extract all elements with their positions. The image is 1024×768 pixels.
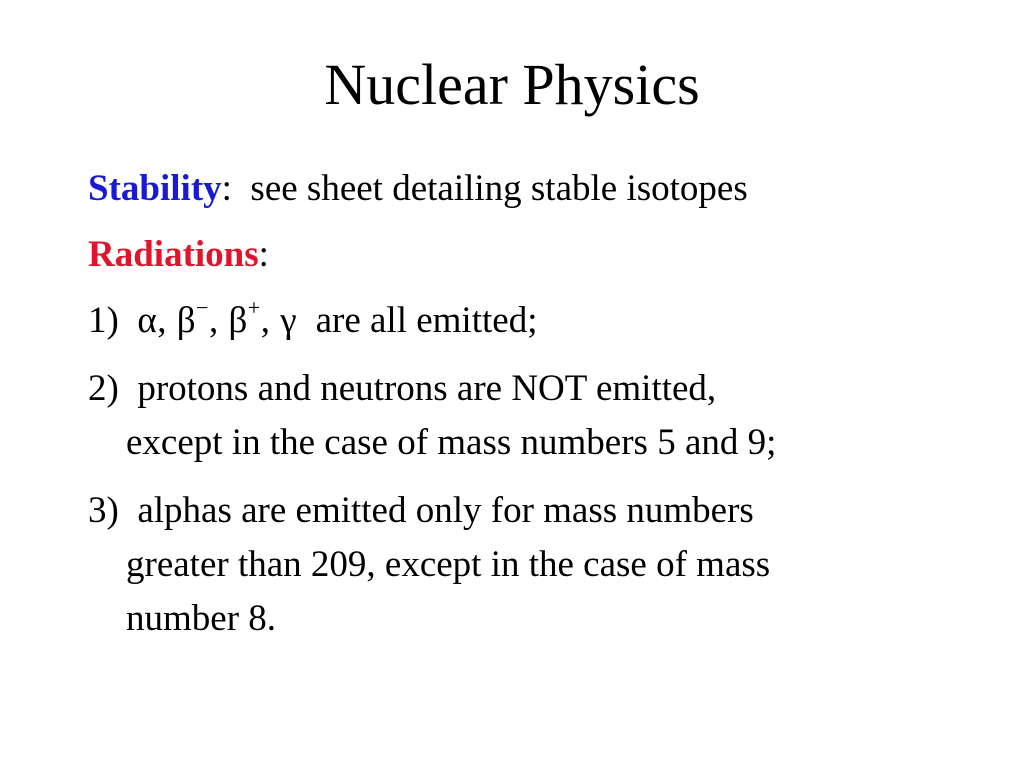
radiation-symbols: α, β−, β+, γ	[137, 294, 298, 341]
item-2-text-1: protons and neutrons are NOT emitted,	[137, 368, 717, 409]
item-3-number: 3)	[88, 490, 119, 531]
plus-superscript: +	[247, 294, 261, 320]
gamma-symbol: γ	[280, 300, 298, 341]
stability-colon: :	[221, 168, 232, 209]
item-2-line-2: except in the case of mass numbers 5 and 9;	[126, 422, 777, 463]
radiations-line	[88, 228, 988, 282]
item-1-text: are all emitted;	[315, 300, 538, 341]
beta-glyph: β	[176, 300, 197, 341]
item-3-line-1	[88, 484, 988, 538]
list-item-3	[88, 484, 988, 646]
stability-line	[88, 162, 988, 216]
item-3-text-1: alphas are emitted only for mass numbers	[137, 490, 754, 531]
item-3-line-2: greater than 209, except in the case of mass	[126, 544, 771, 585]
alpha-symbol: α	[137, 300, 158, 341]
item-1-number: 1)	[88, 300, 119, 341]
stability-text: see sheet detailing stable isotopes	[250, 168, 748, 209]
item-3-line-3: number 8.	[126, 598, 277, 639]
minus-superscript: −	[196, 294, 209, 320]
list-item-1	[88, 294, 988, 348]
radiations-term: Radiations	[88, 234, 259, 275]
beta-minus-symbol	[176, 294, 209, 341]
stability-term: Stability	[88, 168, 222, 209]
beta-glyph: β	[228, 300, 248, 341]
list-item-2	[88, 362, 988, 470]
slide-body	[88, 162, 988, 646]
beta-plus-symbol	[228, 294, 261, 341]
radiations-colon: :	[258, 234, 269, 275]
slide-title: Nuclear Physics	[324, 52, 700, 117]
item-2-number: 2)	[88, 368, 119, 409]
item-2-line-1	[88, 362, 988, 416]
